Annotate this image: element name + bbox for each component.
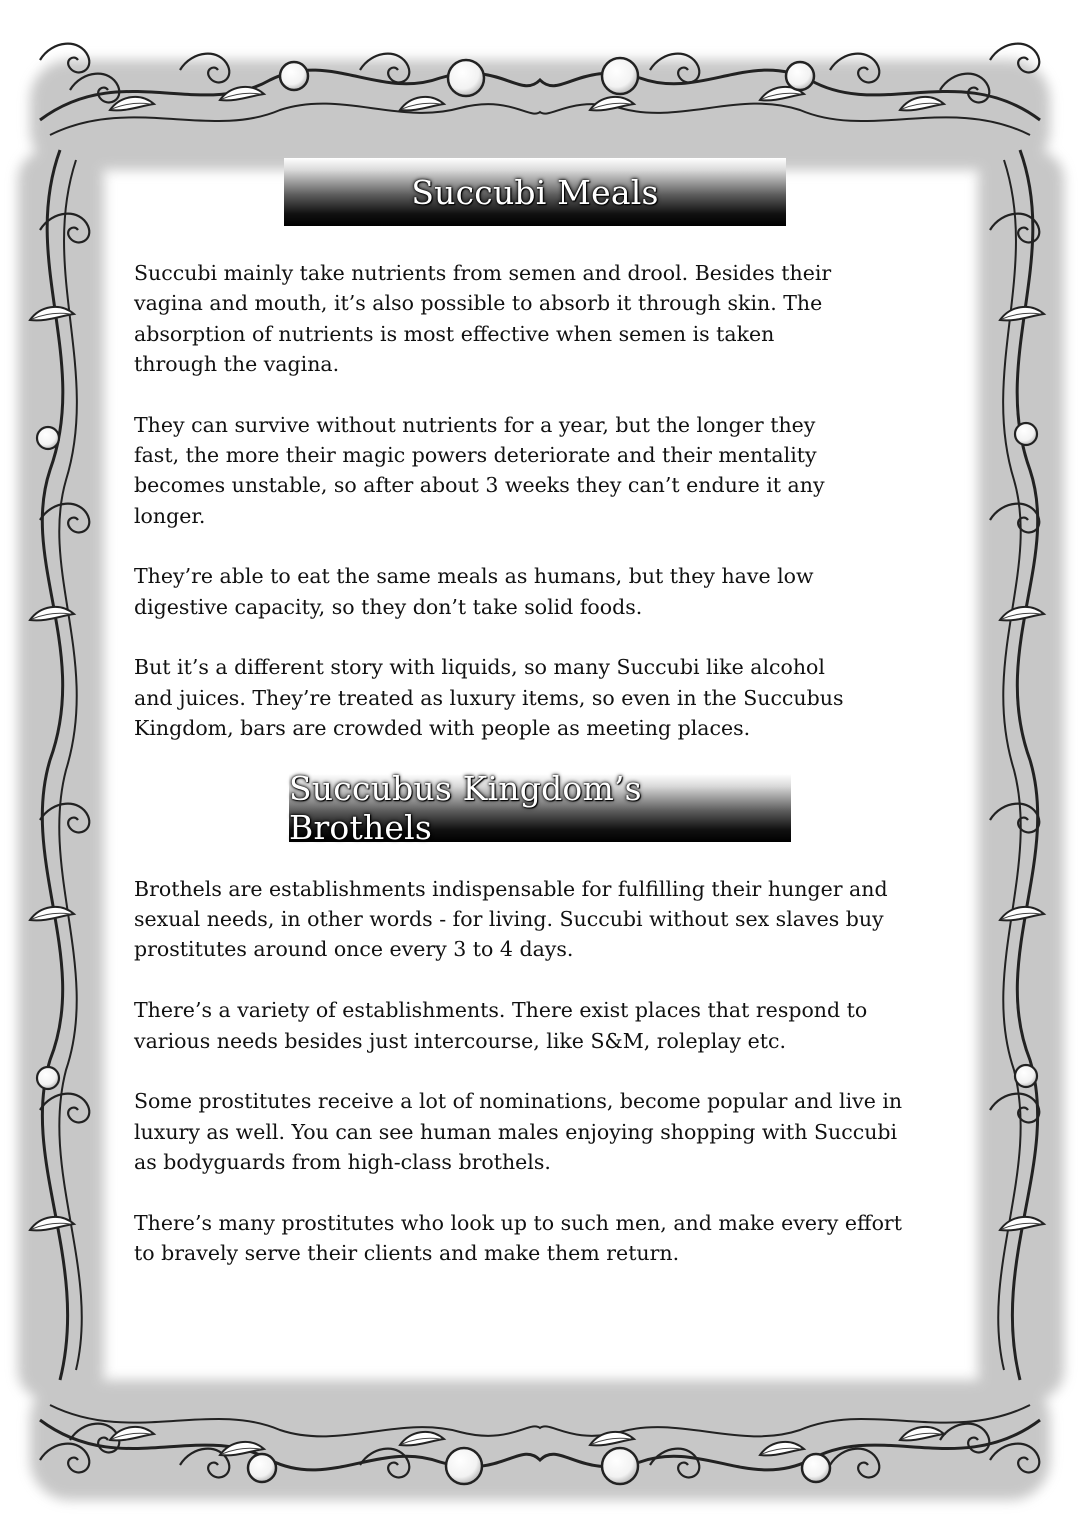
section-title-banner xyxy=(284,158,786,226)
paragraph: But it’s a different story with liquids, so many Succubi like alcohol and juices. They’re treated as luxury items, so even in the Succubus Kingdom, bars are crowded with people as meeting places. xyxy=(134,655,844,741)
paragraph: They can survive without nutrients for a year, but the longer they fast, the more their magic powers deteriorate and their mentality becomes unstable, so after about 3 weeks they can’t endure it any longer. xyxy=(134,412,825,528)
paragraph: Some prostitutes receive a lot of nominations, become popular and live in luxury as well. You can see human males enjoying shopping with Succubi as bodyguards from high-class brothels. xyxy=(134,1089,903,1174)
page-content xyxy=(134,158,934,1299)
section-title: Succubus Kingdom’s Brothels xyxy=(289,768,642,847)
paragraph: Succubi mainly take nutrients from semen and drool. Besides their vagina and mouth, it’s also possible to absorb it through skin. The absorption of nutrients is most effective when semen is taken through the vagina. xyxy=(134,261,832,376)
section-title-banner xyxy=(289,768,791,847)
section-title: Succubi Meals xyxy=(411,172,659,212)
section xyxy=(134,768,934,1268)
section-body xyxy=(134,874,934,1268)
paragraph: There’s a variety of establishments. There exist places that respond to various needs besides just intercourse, like S&M, roleplay etc. xyxy=(134,998,868,1053)
paragraph: They’re able to eat the same meals as humans, but they have low digestive capacity, so they don’t take solid foods. xyxy=(134,564,814,619)
section-body xyxy=(134,258,934,743)
paragraph: There’s many prostitutes who look up to such men, and make every effort to bravely serve their clients and make them return. xyxy=(134,1210,902,1266)
paragraph: Brothels are establishments indispensable for fulfilling their hunger and sexual needs, in other words - for living. Succubi without sex slaves buy prostitutes around once every 3 to 4 days. xyxy=(134,876,888,962)
